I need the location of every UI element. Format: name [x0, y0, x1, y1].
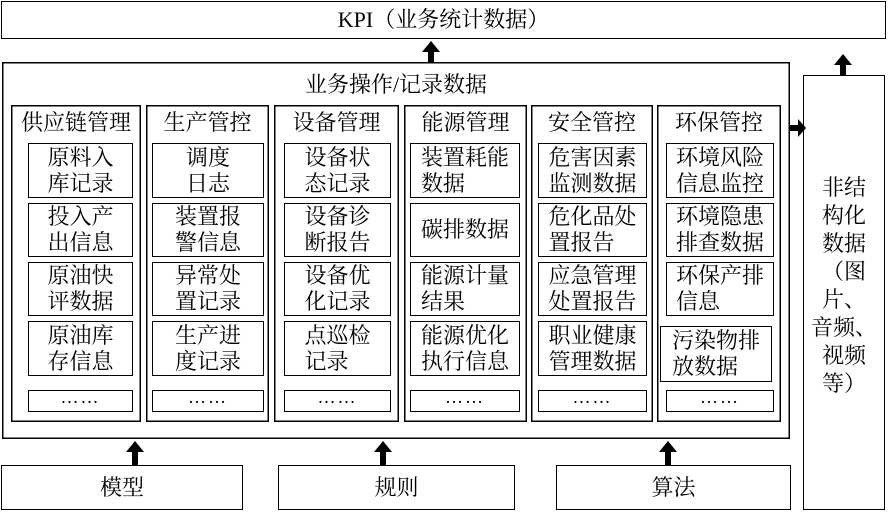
record-label: 设备诊 断报告 [304, 204, 371, 255]
arrow-model-to-operations [126, 441, 144, 465]
record-label: 原油库 存信息 [47, 322, 114, 374]
kpi-box [1, 1, 886, 39]
record-box [284, 203, 391, 257]
ellipsis-label: …… [572, 387, 613, 407]
column-safety [531, 105, 653, 422]
ellipsis-label: …… [700, 387, 740, 407]
column-title: 能源管理 [421, 110, 510, 135]
record-box [28, 262, 133, 316]
record-box [284, 262, 391, 316]
record-box [666, 143, 774, 198]
record-box [152, 203, 264, 257]
record-box [538, 203, 647, 257]
record-label: 危害因素 监测数据 [548, 144, 637, 196]
column-title: 生产管控 [163, 110, 252, 135]
record-box [152, 143, 264, 198]
record-box [28, 203, 133, 257]
record-label: 能源优化 执行信息 [420, 322, 509, 374]
algorithm-label: 算法 [651, 474, 696, 500]
operations-title: 业务操作/记录数据 [304, 72, 488, 97]
arrow-shaft [132, 452, 138, 465]
kpi-label: KPI（业务统计数据） [337, 7, 550, 32]
record-label: 点巡检 记录 [304, 322, 371, 374]
model-label: 模型 [99, 474, 144, 500]
more-records-box [28, 387, 133, 412]
operations-box [2, 62, 790, 439]
record-label: 设备优 化记录 [304, 263, 371, 314]
arrow-shaft [665, 452, 671, 465]
record-box [284, 321, 391, 376]
record-label: 应急管理 处置报告 [548, 263, 637, 314]
ellipsis-label: …… [60, 387, 101, 407]
record-label: 环境风险 信息监控 [675, 144, 764, 196]
column-title: 环保管控 [674, 110, 763, 135]
record-label: 装置报 警信息 [174, 204, 241, 255]
column-title: 安全管控 [547, 110, 636, 135]
arrow-shaft [840, 65, 846, 75]
arrow-up-icon [126, 441, 144, 452]
column-supply-chain [11, 105, 141, 422]
arrow-up-icon [422, 41, 440, 52]
record-box [410, 262, 520, 316]
record-box [666, 262, 774, 316]
column-energy [404, 105, 527, 422]
record-label: 原油快 评数据 [47, 263, 114, 314]
algorithm-box [556, 465, 791, 510]
record-label: 调度 日志 [185, 144, 230, 196]
more-records-box [666, 387, 774, 412]
record-box [28, 321, 133, 376]
record-box [410, 143, 520, 198]
record-box [538, 262, 647, 316]
record-label: 原料入 库记录 [47, 144, 114, 196]
record-label: 环保产排 信息 [675, 263, 764, 314]
more-records-box [284, 387, 391, 412]
model-box [1, 465, 243, 510]
ellipsis-label: …… [188, 387, 228, 407]
column-environment [657, 105, 781, 422]
more-records-box [410, 387, 520, 412]
record-label: 装置耗能 数据 [420, 144, 509, 196]
ellipsis-label: …… [317, 387, 358, 407]
arrow-shaft [790, 125, 798, 131]
arrow-unstructured-to-kpi [834, 54, 852, 75]
record-box [666, 203, 774, 257]
record-box [284, 143, 391, 198]
record-box [660, 326, 772, 382]
arrow-shaft [428, 52, 434, 62]
arrow-up-icon [659, 441, 677, 452]
record-box [410, 321, 520, 376]
rules-label: 规则 [374, 474, 419, 500]
arrow-rules-to-operations [374, 441, 392, 465]
record-box [410, 203, 520, 257]
record-label: 能源计量 结果 [420, 263, 509, 314]
record-label: 异常处 置记录 [174, 263, 241, 314]
record-label: 危化品处 置报告 [548, 204, 637, 255]
record-label: 污染物排 放数据 [671, 328, 760, 379]
arrow-shaft [380, 452, 386, 465]
column-equipment [274, 105, 399, 422]
record-label: 投入产 出信息 [47, 204, 114, 255]
ellipsis-label: …… [445, 387, 485, 407]
unstructured-data-label: 非结 构化 数据 （图 片、 音频、 视频 等） [810, 174, 877, 396]
record-box [152, 262, 264, 316]
more-records-box [538, 387, 647, 412]
record-box [28, 143, 133, 198]
column-production [146, 105, 269, 422]
column-title: 设备管理 [292, 110, 381, 135]
record-box [538, 321, 647, 376]
record-label: 环境隐患 排查数据 [675, 204, 764, 255]
rules-box [278, 465, 515, 510]
arrow-up-icon [374, 441, 392, 452]
record-label: 生产进 度记录 [174, 322, 241, 374]
more-records-box [152, 387, 264, 412]
record-box [152, 321, 264, 376]
arrow-algorithm-to-operations [659, 441, 677, 465]
arrow-operations-to-kpi [422, 41, 440, 62]
column-title: 供应链管理 [20, 110, 131, 135]
unstructured-data-box [803, 75, 885, 510]
record-label: 碳排数据 [420, 217, 509, 242]
record-box [538, 143, 647, 198]
record-label: 职业健康 管理数据 [548, 322, 637, 374]
arrow-up-icon [834, 54, 852, 65]
record-label: 设备状 态记录 [304, 144, 371, 196]
